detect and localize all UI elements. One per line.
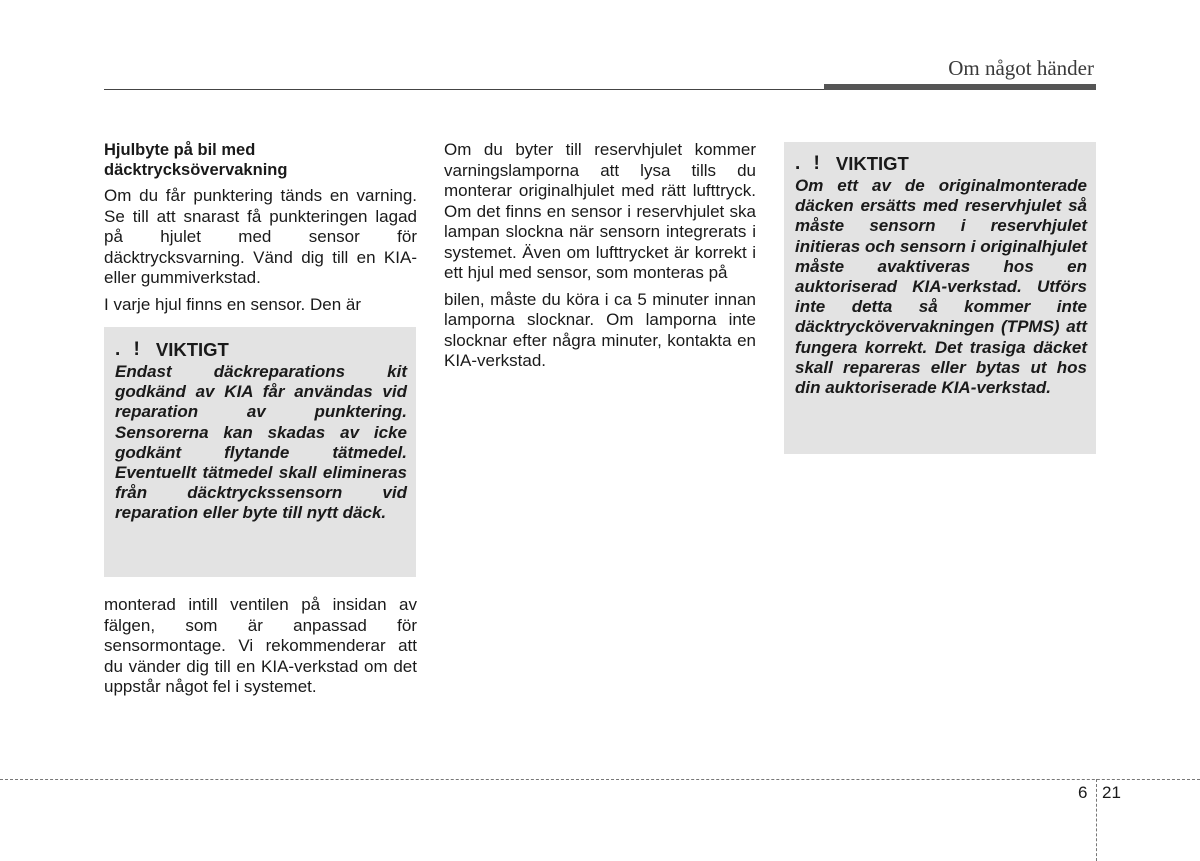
warning-box-1 — [104, 327, 416, 577]
paragraph: I varje hjul finns en sensor. Den är — [104, 294, 362, 314]
warning-heading — [795, 153, 1087, 175]
header-rule — [104, 89, 824, 90]
chapter-number: 6 — [1078, 783, 1088, 802]
footer-divider — [0, 779, 1200, 780]
page-header-title: Om något händer — [948, 56, 1094, 80]
warning-title: VIKTIGT — [155, 339, 229, 360]
footer-vertical-divider — [1096, 779, 1097, 861]
warning-box-2 — [784, 142, 1096, 454]
column-2 — [444, 140, 756, 372]
warning-text: Om ett av de originalmonterade däcken ersätts med reservhjulet så måste sensorn i reservhjulet initieras och sensorn i originalhjulet måste avaktiveras hos en auktoriserad KIA-verkstad. Utförs inte detta så kommer inte däcktryckövervakningen (TPMS) att fungera korrekt. Det trasiga däcket skall repareras eller bytas ut hos din auktoriserade KIA-verkstad. — [795, 176, 1087, 398]
page-number: 21 — [1102, 783, 1121, 802]
section-subheading: Hjulbyte på bil med däcktrycksövervakning — [104, 141, 288, 179]
column-1-continued — [104, 595, 417, 698]
header-rule-accent — [824, 84, 1096, 90]
paragraph: Om du får punktering tänds en varning. Se till att snarast få punkteringen lagad på hjulet med sensor för däcktrycksvarning. Vänd dig till en KIA- eller gummiverkstad. — [104, 186, 417, 287]
warning-icon: . ! — [795, 153, 824, 174]
paragraph: Om du byter till reservhjulet kommer varningslamporna att lysa tills du monterar originalhjulet med rätt lufttryck. Om det finns en sensor i reservhjulet ska lampan slockna när sensorn integrerats i systemet. Även om lufttrycket är korrekt i ett hjul med sensor, som monteras på — [444, 140, 756, 282]
paragraph: bilen, måste du köra i ca 5 minuter innan lamporna slocknar. Om lamporna inte slocknar efter några minuter, kontakta en KIA-verkstad. — [444, 289, 756, 370]
warning-text: Endast däckreparations kit godkänd av KIA får användas vid reparation av punktering. Sensorerna kan skadas av icke godkänt flytande tätmedel. Eventuellt tätmedel skall elimineras från däcktryckssensorn vid reparation eller byte till nytt däck. — [115, 362, 407, 523]
paragraph: monterad intill ventilen på insidan av fälgen, som är anpassad för sensormontage. Vi rekommenderar att du vänder dig till en KIA-verkstad om det uppstår något fel i systemet. — [104, 595, 417, 696]
warning-heading — [115, 339, 407, 361]
column-1 — [104, 140, 417, 315]
warning-icon: . ! — [115, 339, 144, 360]
warning-title: VIKTIGT — [835, 153, 909, 174]
